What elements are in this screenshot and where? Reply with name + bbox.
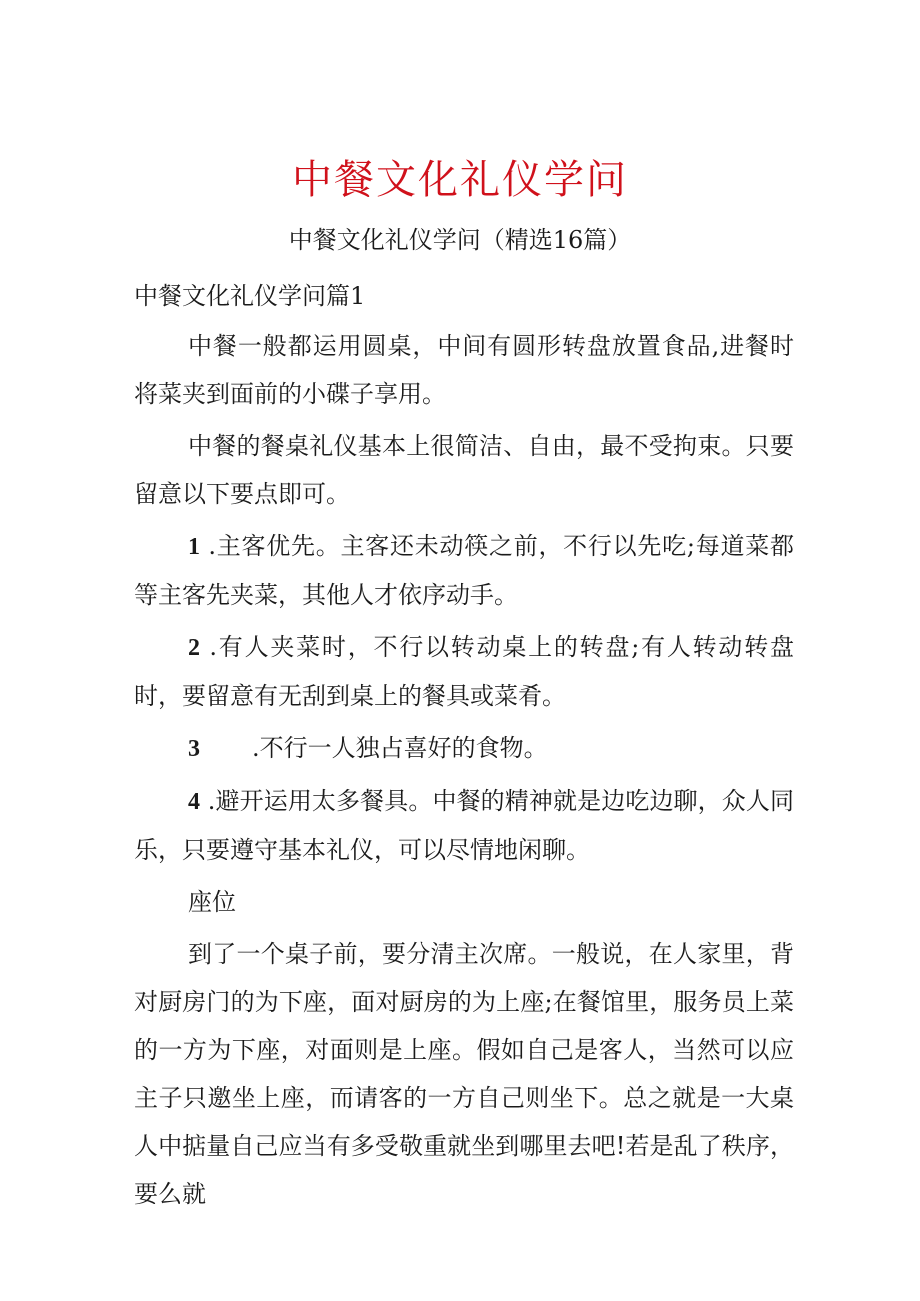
list-number: 1: [188, 534, 200, 560]
list-item-1: 1 .主客优先。主客还未动筷之前，不行以先吃;每道菜都等主客先夹菜，其他人才依序动手。: [134, 532, 794, 609]
subheading-seating: 座位: [188, 888, 236, 916]
paragraph-2: 中餐的餐桌礼仪基本上很简洁、自由，最不受拘束。只要留意以下要点即可。: [134, 432, 794, 508]
document-title: 中餐文化礼仪学问: [292, 157, 628, 203]
list-number: 3: [188, 736, 200, 762]
paragraph-1: 中餐一般都运用圆桌，中间有圆形转盘放置食品,进餐时将菜夹到面前的小碟子享用。: [134, 332, 794, 408]
list-item-2: 2 .有人夹菜时，不行以转动桌上的转盘;有人转动转盘时，要留意有无刮到桌上的餐具或菜肴。: [134, 633, 794, 710]
body-text: [134, 322, 794, 1218]
list-number: 2: [188, 635, 200, 661]
list-number: 4: [188, 789, 200, 815]
document-subtitle: 中餐文化礼仪学问（精选16篇）: [288, 226, 632, 254]
list-item-4: 4 .避开运用太多餐具。中餐的精神就是边吃边聊，众人同乐，只要遵守基本礼仪，可以尽情地闲聊。: [134, 787, 794, 864]
list-item-3: 3 .不行一人独占喜好的食物。: [188, 734, 548, 762]
section-heading: 中餐文化礼仪学问篇1: [134, 282, 366, 310]
paragraph-seating: 到了一个桌子前，要分清主次席。一般说，在人家里，背对厨房门的为下座，面对厨房的为上座;在餐馆里，服务员上菜的一方为下座，对面则是上座。假如自己是客人，当然可以应主子只邀坐上座，而请客的一方自己则坐下。总之就是一大桌人中掂量自己应当有多受敬重就坐到哪里去吧!若是乱了秩序，要么就: [134, 940, 794, 1208]
